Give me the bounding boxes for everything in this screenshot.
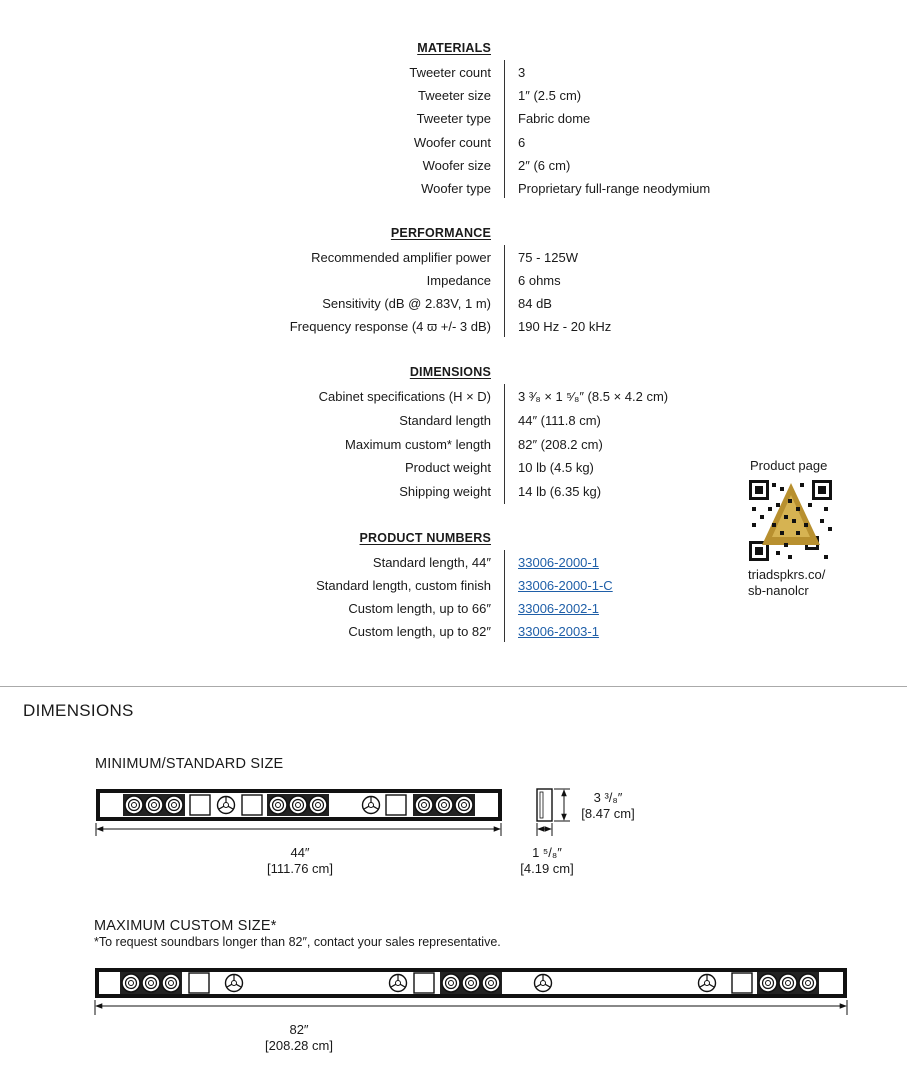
dimensions-title: DIMENSIONS xyxy=(409,365,491,379)
height-in: 3 ³/₈″ xyxy=(593,790,623,805)
standard-length-label xyxy=(250,845,350,877)
spec-label: Woofer count xyxy=(413,135,491,150)
standard-length-dimension xyxy=(96,823,501,836)
product-number-link[interactable]: 33006-2003-1 xyxy=(518,624,599,639)
spec-label: Standard length, custom finish xyxy=(316,578,491,593)
spec-label: Standard length, 44″ xyxy=(372,555,491,570)
product-number-link[interactable]: 33006-2000-1-C xyxy=(518,578,613,593)
standard-size-title: MINIMUM/STANDARD SIZE xyxy=(95,756,284,772)
spec-label: Maximum custom* length xyxy=(345,437,491,452)
product-number-link[interactable]: 33006-2000-1 xyxy=(518,555,599,570)
qr-url-line: sb-nanolcr xyxy=(748,583,809,598)
spec-label: Frequency response (4 ϖ +/- 3 dB) xyxy=(289,319,491,334)
spec-label: Product weight xyxy=(405,460,491,475)
spec-label: Impedance xyxy=(426,273,491,288)
qr-label: Product page xyxy=(750,458,828,473)
spec-value: 14 lb (6.35 kg) xyxy=(518,484,602,499)
height-label xyxy=(572,790,644,822)
spec-label: Custom length, up to 66″ xyxy=(348,601,491,616)
spec-value: 3 ³⁄₈ × 1 ⁵⁄₈″ (8.5 × 4.2 cm) xyxy=(518,389,669,404)
performance-title: PERFORMANCE xyxy=(390,226,491,240)
spec-label: Shipping weight xyxy=(399,484,491,499)
spec-label: Tweeter size xyxy=(418,88,491,103)
maximum-length-in: 82″ xyxy=(289,1022,309,1037)
spec-label: Custom length, up to 82″ xyxy=(348,624,491,639)
standard-length-in: 44″ xyxy=(290,845,310,860)
spec-label: Woofer type xyxy=(421,181,491,196)
spec-label: Standard length xyxy=(399,413,491,428)
depth-in: 1 ⁵/₈″ xyxy=(532,845,562,860)
spec-label: Recommended amplifier power xyxy=(311,250,491,265)
spec-value: 3 xyxy=(518,65,526,80)
spec-value: 2″ (6 cm) xyxy=(518,158,571,173)
spec-value: 84 dB xyxy=(518,296,552,311)
spec-label: Tweeter type xyxy=(416,111,491,126)
spec-value: Fabric dome xyxy=(518,111,591,126)
drawings-heading: DIMENSIONS xyxy=(23,701,134,720)
depth-label xyxy=(510,845,584,877)
spec-value: 82″ (208.2 cm) xyxy=(518,437,603,452)
depth-cm: [4.19 cm] xyxy=(520,861,574,876)
spec-value: 10 lb (4.5 kg) xyxy=(518,460,594,475)
spec-label: Woofer size xyxy=(422,158,491,173)
spec-value: Proprietary full-range neodymium xyxy=(518,181,711,196)
spec-value: 44″ (111.8 cm) xyxy=(518,413,601,428)
spec-value: 75 - 125W xyxy=(518,250,578,265)
maximum-length-cm: [208.28 cm] xyxy=(265,1038,333,1053)
product-number-link[interactable]: 33006-2002-1 xyxy=(518,601,599,616)
height-cm: [8.47 cm] xyxy=(581,806,635,821)
spec-label: Cabinet specifications (H × D) xyxy=(318,389,491,404)
maximum-soundbar-front xyxy=(95,968,847,998)
materials-title: MATERIALS xyxy=(417,41,491,55)
spec-label: Tweeter count xyxy=(409,65,491,80)
soundbar-side-profile xyxy=(537,789,570,836)
spec-value: 1″ (2.5 cm) xyxy=(518,88,582,103)
spec-value: 6 ohms xyxy=(518,273,561,288)
maximum-length-label xyxy=(244,1022,354,1054)
standard-length-cm: [111.76 cm] xyxy=(267,861,333,876)
maximum-size-note: *To request soundbars longer than 82″, contact your sales representative. xyxy=(94,935,501,949)
spec-value: 6 xyxy=(518,135,526,150)
spec-value: 190 Hz - 20 kHz xyxy=(518,319,612,334)
qr-url-line: triadspkrs.co/ xyxy=(748,567,826,582)
maximum-length-dimension xyxy=(95,1000,847,1015)
spec-label: Sensitivity (dB @ 2.83V, 1 m) xyxy=(322,296,491,311)
maximum-size-title: MAXIMUM CUSTOM SIZE* xyxy=(94,918,277,934)
standard-soundbar-front xyxy=(96,789,502,821)
product-numbers-title: PRODUCT NUMBERS xyxy=(359,531,491,545)
